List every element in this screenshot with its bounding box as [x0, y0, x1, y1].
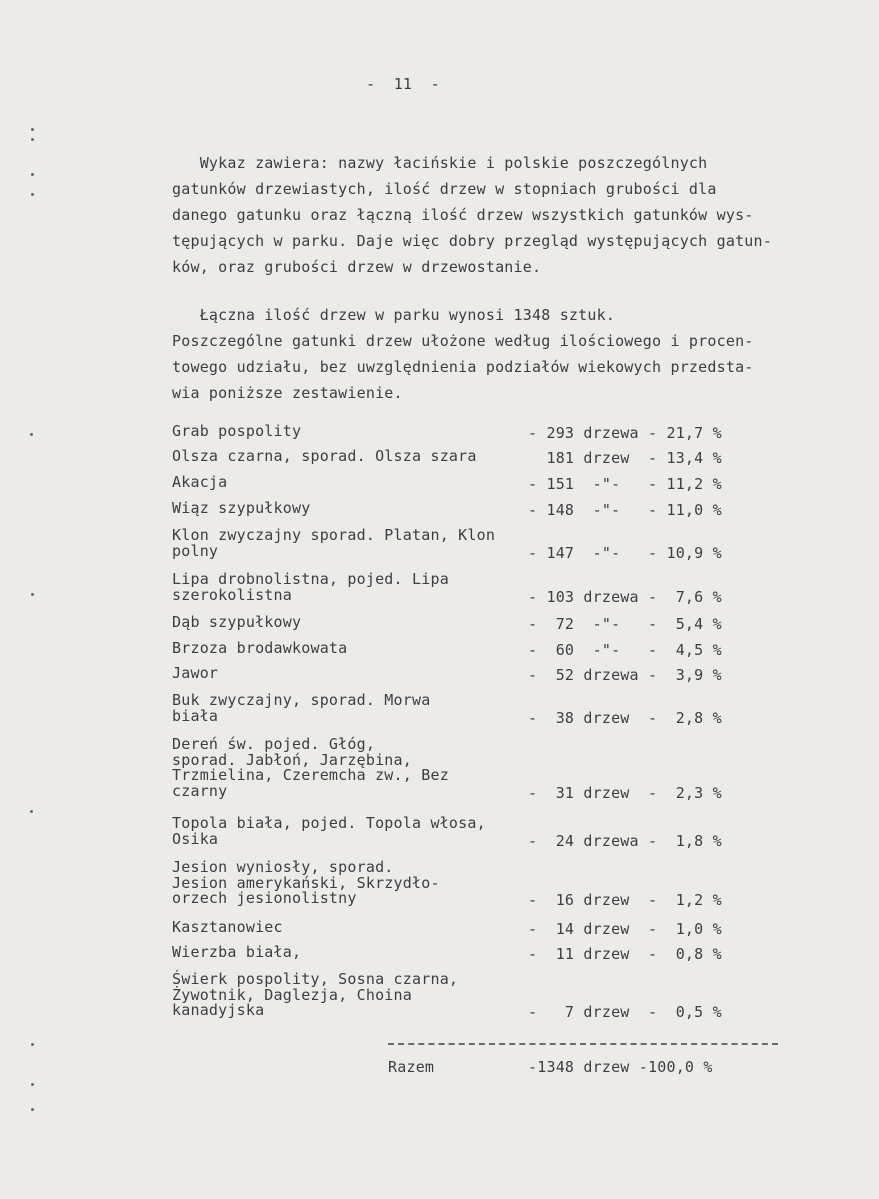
species-name	[172, 860, 532, 907]
species-name-line: polny	[172, 541, 219, 560]
species-name-line: Jesion amerykański, Skrzydło-	[172, 873, 440, 892]
species-name-line: Świerk pospolity, Sosna czarna,	[172, 970, 459, 988]
species-name-line: orzech jesionolistny	[172, 889, 357, 907]
species-name	[172, 972, 532, 1019]
margin-speck	[31, 128, 34, 131]
margin-speck	[31, 138, 34, 141]
species-count: 181 drzew - 13,4 %	[528, 449, 722, 467]
species-name-line: sporad. Jabłoń, Jarzębina,	[172, 750, 412, 769]
paragraph-line: gatunków drzewiastych, ilość drzew w stopniach grubości dla	[172, 180, 717, 198]
species-name	[172, 528, 532, 559]
species-count: - 24 drzewa - 1,8 %	[528, 831, 722, 850]
paragraph-line: Wykaz zawiera: nazwy łacińskie i polskie poszczególnych	[172, 154, 708, 172]
species-name	[172, 501, 532, 517]
species-name-line: Jawor	[172, 664, 219, 682]
total-count: -1348 drzew -100,0 %	[528, 1058, 713, 1076]
species-name-line: Kasztanowiec	[172, 918, 283, 936]
margin-speck	[31, 593, 34, 596]
species-name-line: Brzoza brodawkowata	[172, 639, 348, 657]
species-count: - 72 -"- - 5,4 %	[528, 615, 722, 633]
species-name	[172, 424, 532, 440]
species-count: - 148 -"- - 11,0 %	[528, 501, 722, 519]
species-name	[172, 945, 532, 961]
species-name	[172, 920, 532, 936]
paragraph-line: Łączna ilość drzew w parku wynosi 1348 sztuk.	[172, 306, 616, 324]
species-name-line: Grab pospolity	[172, 422, 302, 440]
species-count: - 38 drzew - 2,8 %	[528, 708, 722, 727]
species-name	[172, 572, 532, 603]
species-name-line: biała	[172, 706, 219, 725]
species-name-line: Trzmielina, Czeremcha zw., Bez	[172, 766, 449, 784]
species-name-line: szerokolistna	[172, 585, 292, 604]
margin-speck	[31, 173, 34, 176]
species-name-line: Wierzba biała,	[172, 943, 302, 961]
species-count: - 103 drzewa - 7,6 %	[528, 587, 722, 606]
species-name-line: Klon zwyczajny sporad. Platan, Klon	[172, 526, 496, 544]
species-count: - 60 -"- - 4,5 %	[528, 641, 722, 659]
species-count: - 14 drzew - 1,0 %	[528, 920, 722, 938]
species-name	[172, 641, 532, 657]
species-name	[172, 449, 532, 465]
species-name	[172, 666, 532, 682]
species-count: - 31 drzew - 2,3 %	[528, 783, 722, 802]
species-count: - 147 -"- - 10,9 %	[528, 543, 722, 562]
species-name-line: Dąb szypułkowy	[172, 613, 302, 631]
page-number: - 11 -	[366, 75, 440, 93]
paragraph-line: danego gatunku oraz łączną ilość drzew wszystkich gatunków wys-	[172, 206, 754, 224]
species-name-line: Dereń św. pojed. Głóg,	[172, 735, 376, 753]
margin-speck	[31, 193, 34, 196]
species-name-line: Olsza czarna, sporad. Olsza szara	[172, 447, 477, 465]
total-label: Razem	[388, 1058, 435, 1076]
species-name	[172, 693, 532, 724]
species-count: - 52 drzewa - 3,9 %	[528, 666, 722, 684]
paragraph-line: wia poniższe zestawienie.	[172, 384, 403, 402]
species-name-line: kanadyjska	[172, 1001, 265, 1019]
total-separator	[388, 1043, 778, 1045]
intro-paragraph	[172, 150, 862, 280]
species-name-line: Osika	[172, 829, 219, 848]
summary-paragraph	[172, 302, 862, 406]
species-name-line: Żywotnik, Daglezja, Choina	[172, 985, 412, 1004]
paragraph-line: ków, oraz grubości drzew w drzewostanie.	[172, 258, 542, 276]
margin-speck	[31, 1083, 34, 1086]
species-name-line: Akacja	[172, 473, 228, 491]
margin-speck	[31, 1108, 34, 1111]
margin-speck	[30, 433, 33, 436]
paragraph-line: tępujących w parku. Daje więc dobry przegląd występujących gatun-	[172, 232, 772, 250]
species-name-line: Lipa drobnolistna, pojed. Lipa	[172, 570, 449, 588]
species-count: - 293 drzewa - 21,7 %	[528, 424, 722, 442]
species-count: - 151 -"- - 11,2 %	[528, 475, 722, 493]
species-count: - 11 drzew - 0,8 %	[528, 945, 722, 963]
species-name-line: czarny	[172, 781, 228, 800]
species-name-line: Buk zwyczajny, sporad. Morwa	[172, 691, 431, 709]
margin-speck	[31, 1043, 34, 1046]
species-name	[172, 475, 532, 491]
species-name-line: Topola biała, pojed. Topola włosa,	[172, 814, 486, 832]
species-name-line: Wiąz szypułkowy	[172, 499, 311, 517]
species-name	[172, 737, 532, 799]
species-name	[172, 615, 532, 631]
species-name	[172, 816, 532, 847]
paragraph-line: Poszczególne gatunki drzew ułożone według ilościowego i procen-	[172, 332, 754, 350]
species-count: - 16 drzew - 1,2 %	[528, 891, 722, 909]
species-name-line: Jesion wyniosły, sporad.	[172, 858, 394, 876]
margin-speck	[30, 810, 33, 813]
paragraph-line: towego udziału, bez uwzględnienia podziałów wiekowych przedsta-	[172, 358, 754, 376]
species-count: - 7 drzew - 0,5 %	[528, 1003, 722, 1021]
